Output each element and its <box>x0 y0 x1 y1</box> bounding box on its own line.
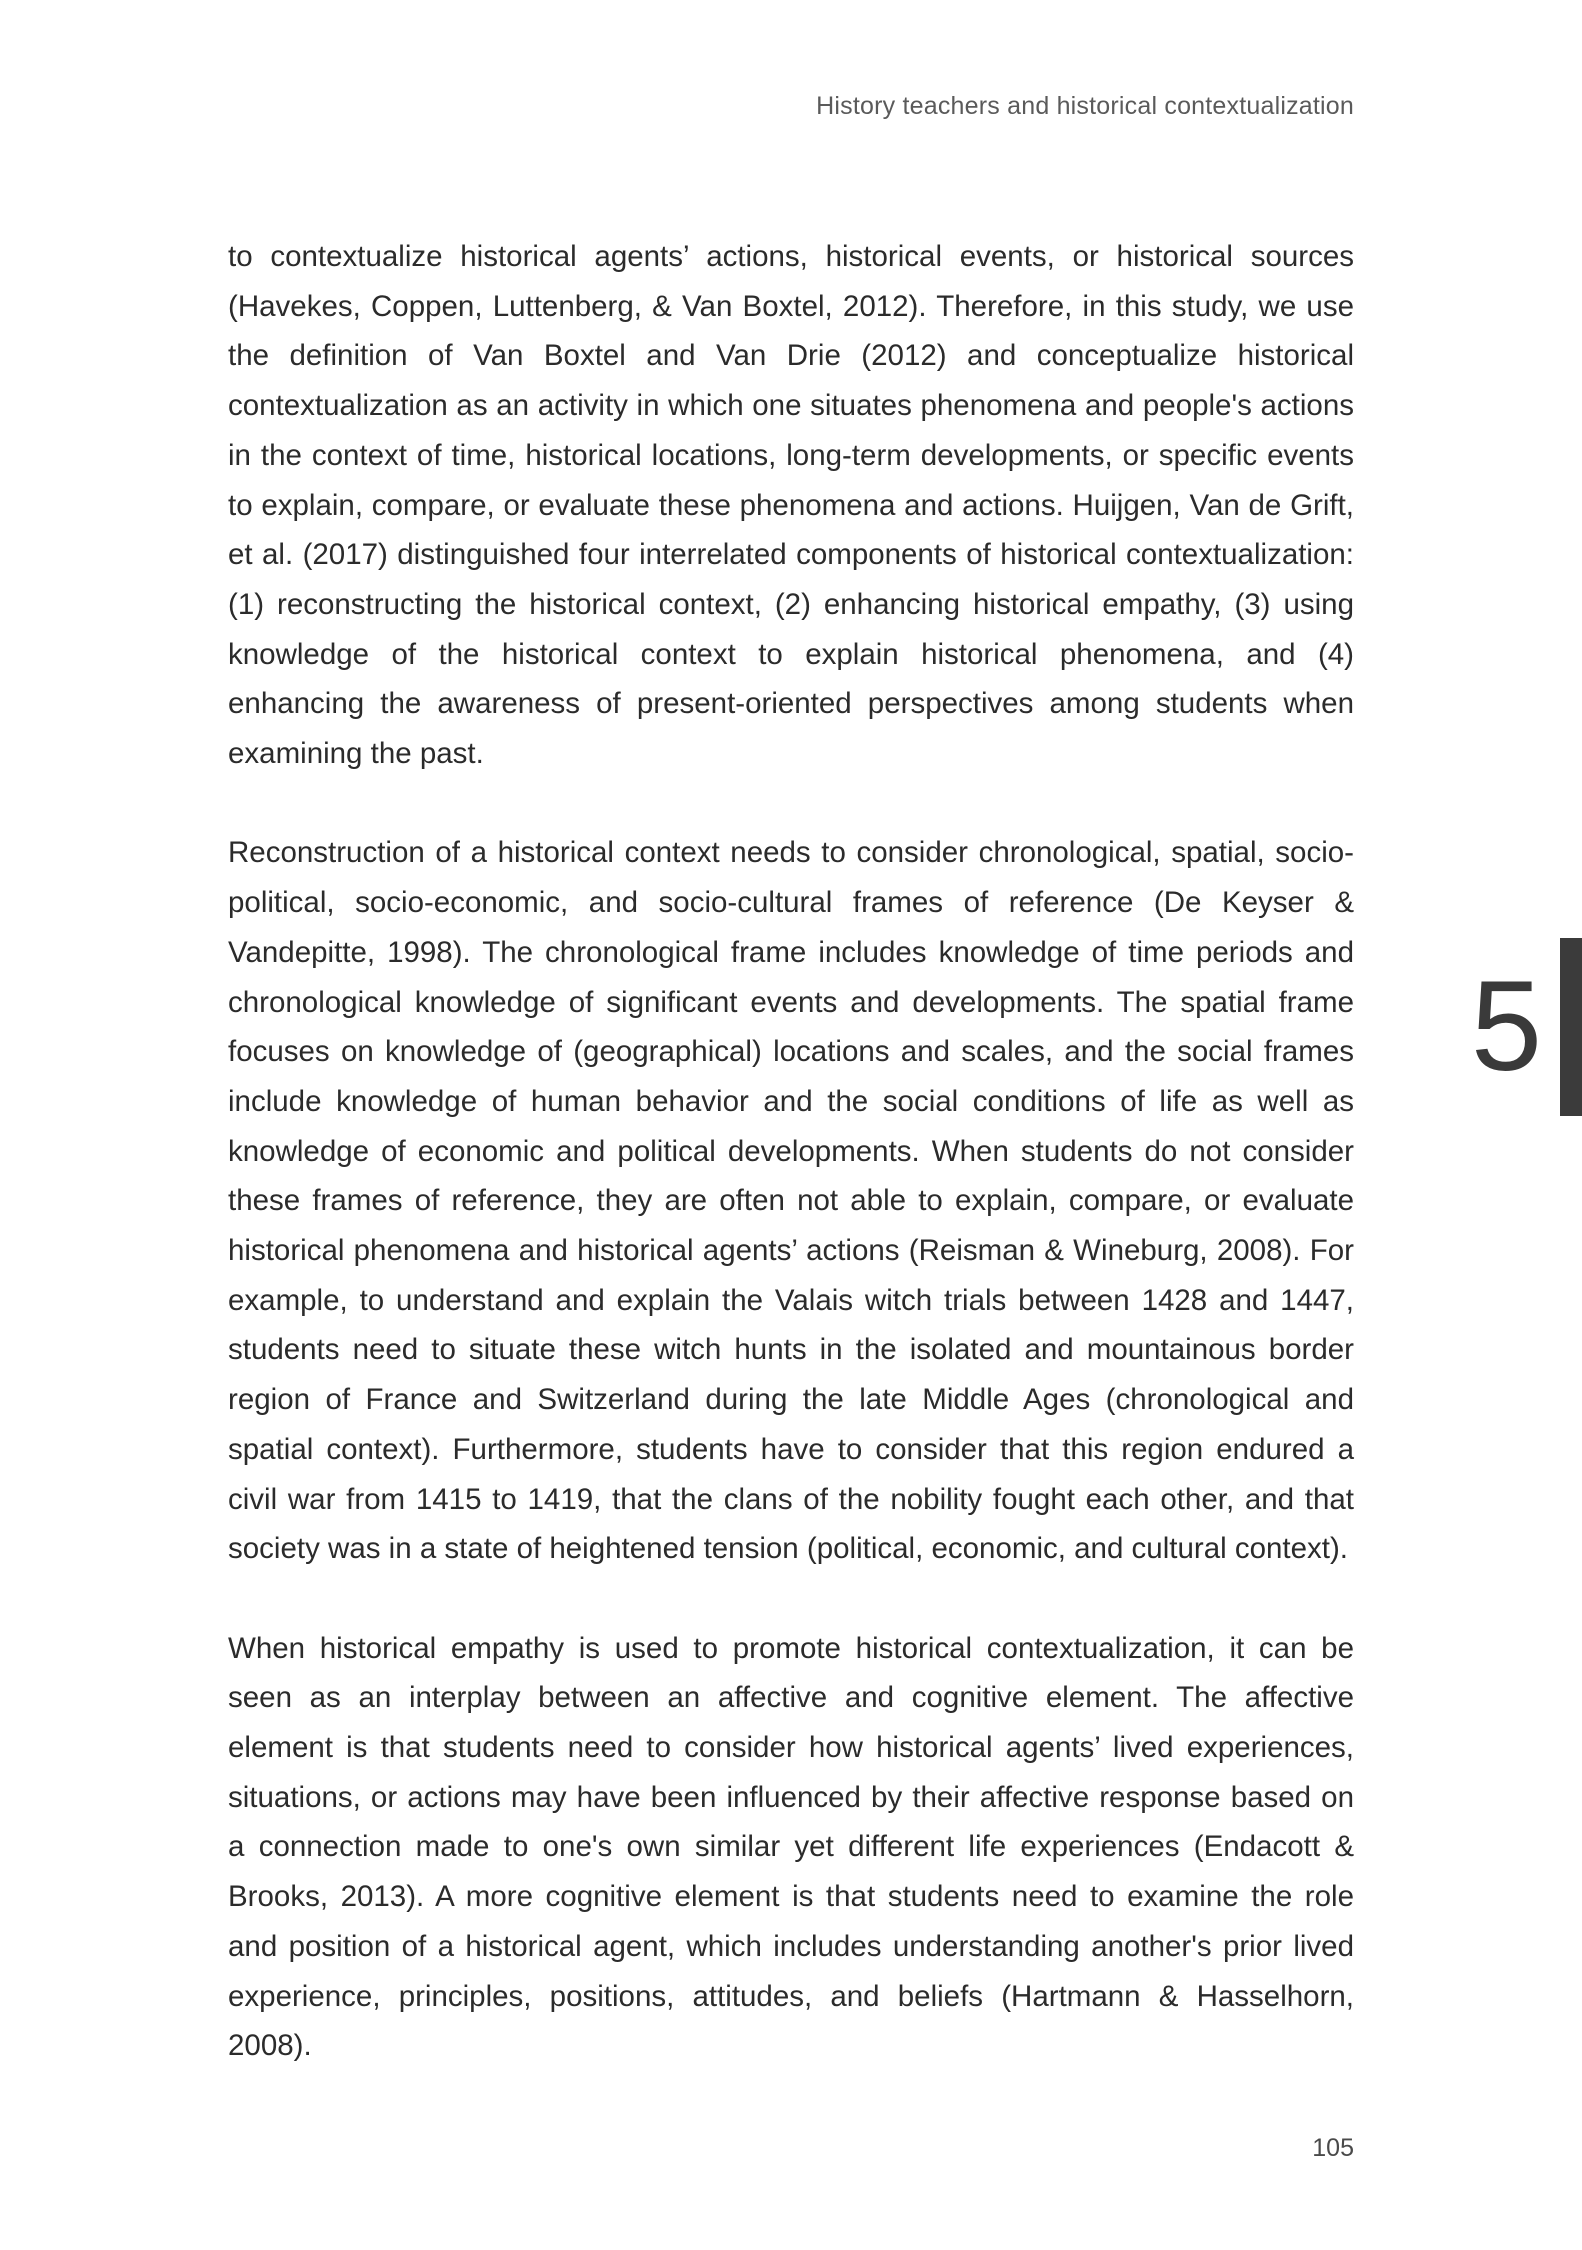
page-number: 105 <box>1312 2134 1354 2162</box>
paragraph-2: Reconstruction of a historical context needs to consider chronological, spatial, socio-political, socio-economic, and socio-cultural frames of reference (De Keyser & Vandepitte, 1998). The chronological frame includes knowledge of time periods and chronological knowledge of significant events and developments. The spatial frame focuses on knowledge of (geographical) locations and scales, and the social frames include knowledge of human behavior and the social conditions of life as well as knowledge of economic and political developments. When students do not consider these frames of reference, they are often not able to explain, compare, or evaluate historical phenomena and historical agents’ actions (Reisman & Wineburg, 2008). For example, to understand and explain the Valais witch trials between 1428 and 1447, students need to situate these witch hunts in the isolated and mountainous border region of France and Switzerland during the late Middle Ages (chronological and spatial context). Furthermore, students have to consider that this region endured a civil war from 1415 to 1419, that the clans of the nobility fought each other, and that society was in a state of heightened tension (political, economic, and cultural context). <box>228 836 1354 1566</box>
chapter-number: 5 <box>1470 955 1542 1098</box>
paragraph-3: When historical empathy is used to promote historical contextualization, it can be seen as an interplay between an affective and cognitive element. The affective element is that students need to consider how historical agents’ lived experiences, situations, or actions may have been influenced by their affective response based on a connection made to one's own similar yet different life experiences (Endacott & Brooks, 2013). A more cognitive element is that students need to examine the role and position of a historical agent, which includes understanding another's prior lived experience, principles, positions, attitudes, and beliefs (Hartmann & Hasselhorn, 2008). <box>228 1631 1354 2063</box>
paragraph-1: to contextualize historical agents’ actions, historical events, or historical sources (Havekes, Coppen, Luttenberg, & Van Boxtel, 2012). Therefore, in this study, we use the definition of Van Boxtel and Van Drie (2012) and conceptualize historical contextualization as an activity in which one situates phenomena and people's actions in the context of time, historical locations, long-term developments, or specific events to explain, compare, or evaluate these phenomena and actions. Huijgen, Van de Grift, et al. (2017) distinguished four interrelated components of historical contextualization: (1) reconstructing the historical context, (2) enhancing historical empathy, (3) using knowledge of the historical context to explain historical phenomena, and (4) enhancing the awareness of present-oriented perspectives among students when examining the past. <box>228 240 1354 771</box>
chapter-tab <box>1418 938 1582 1116</box>
running-header: History teachers and historical contextualization <box>816 92 1354 120</box>
body-text <box>228 232 1354 2071</box>
chapter-tab-bar <box>1560 938 1582 1116</box>
